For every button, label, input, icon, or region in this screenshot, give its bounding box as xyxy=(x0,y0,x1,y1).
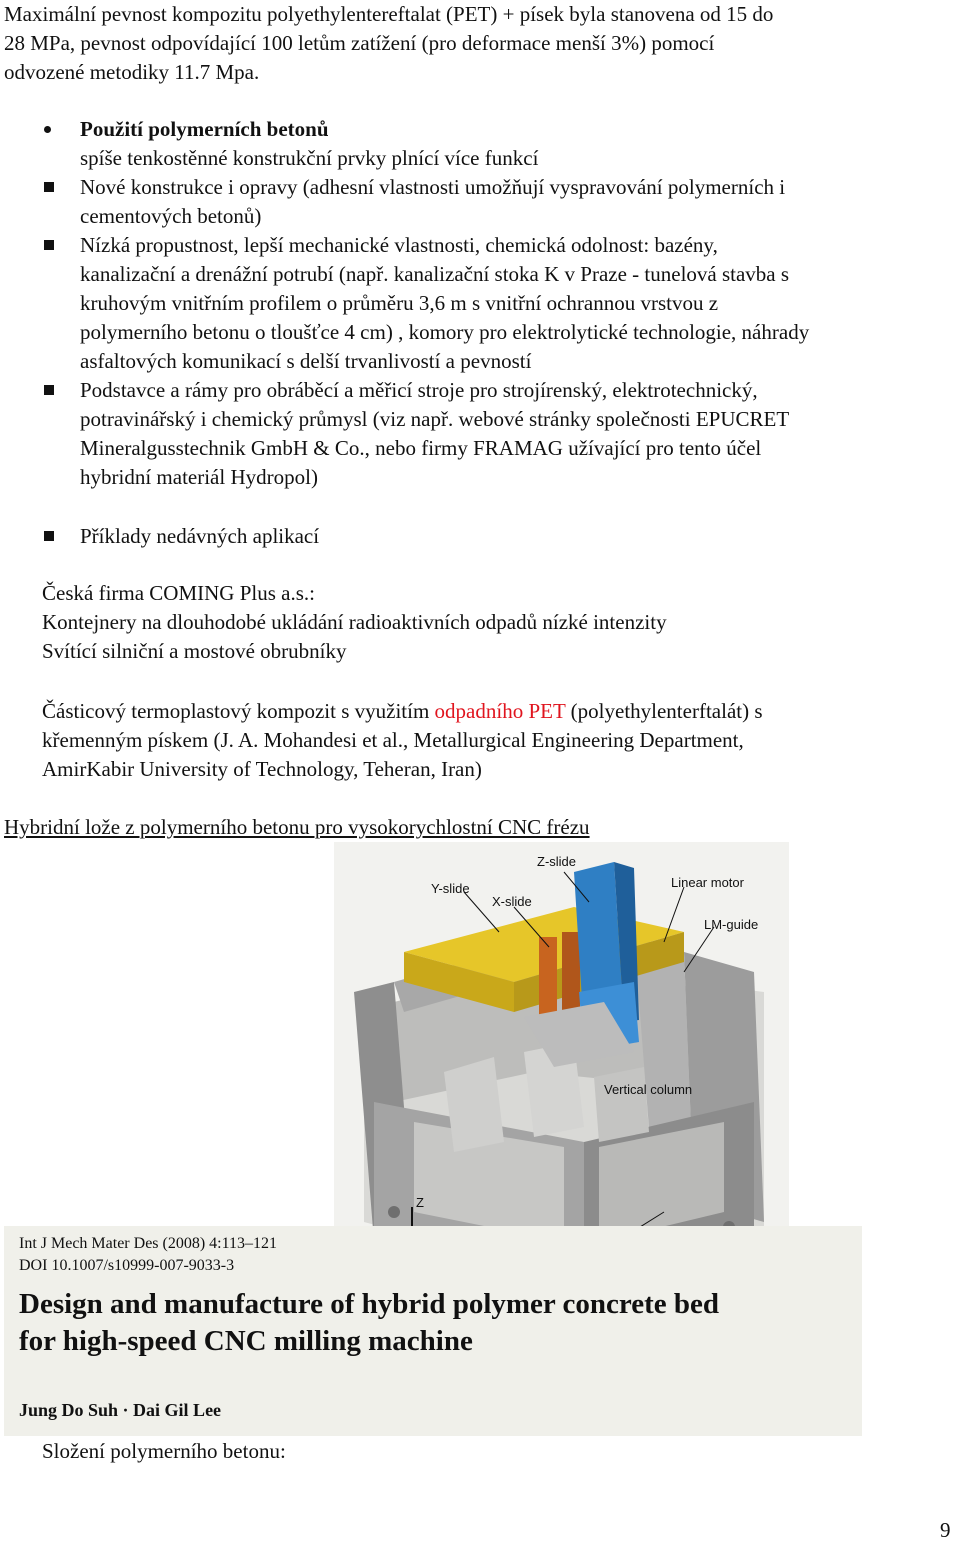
paper-journal: Int J Mech Mater Des (2008) 4:113–121 xyxy=(19,1235,278,1252)
usage-item-3-line-2: potravinářský i chemický průmysl (viz např. webové stránky společnosti EPUCRET xyxy=(80,407,790,431)
pet-composite-line-2: křemenným pískem (J. A. Mohandesi et al., Metallurgical Engineering Department, xyxy=(42,728,744,752)
label-axis-z: Z xyxy=(416,1195,424,1210)
square-bullet-icon xyxy=(44,240,54,250)
paper-title-line-1: Design and manufacture of hybrid polymer concrete bed xyxy=(19,1288,720,1320)
pet-highlight: odpadního PET xyxy=(434,699,566,723)
usage-item-3-line-1: Podstavce a rámy pro obráběcí a měřicí stroje pro strojírenský, elektrotechnický, xyxy=(80,378,758,402)
usage-item-1-line-2: cementových betonů) xyxy=(80,204,262,228)
paper-doi: DOI 10.1007/s10999-007-9033-3 xyxy=(19,1257,235,1274)
label-lm-guide: LM-guide xyxy=(704,917,759,932)
usage-item-2-line-1: Nízká propustnost, lepší mechanické vlastnosti, chemická odolnost: bazény, xyxy=(80,233,718,257)
paper-authors: Jung Do Suh · Dai Gil Lee xyxy=(19,1400,222,1420)
label-vertical-column: Vertical column xyxy=(604,1082,693,1097)
usage-item-4-line-1: Příklady nedávných aplikací xyxy=(80,524,320,548)
usage-item-3-line-4: hybridní materiál Hydropol) xyxy=(80,465,318,489)
usage-item-2-line-2: kanalizační a drenážní potrubí (např. kanalizační stoka K v Praze - tunelová stavba s xyxy=(80,262,790,286)
pet-composite-line-1 xyxy=(42,697,763,726)
pet-after: (polyethylenterftalát) s xyxy=(565,699,763,723)
usage-subheading: spíše tenkostěnné konstrukční prvky plnící více funkcí xyxy=(80,146,539,170)
coming-company: Česká firma COMING Plus a.s.: xyxy=(42,581,315,605)
figure-heading: Hybridní lože z polymerního betonu pro vysokorychlostní CNC frézu xyxy=(4,815,590,839)
pet-before: Částicový termoplastový kompozit s využitím xyxy=(42,699,435,723)
intro-line-3: odvozené metodiky 11.7 Mpa. xyxy=(4,60,260,84)
label-linear-motor: Linear motor xyxy=(671,875,744,890)
page-number: 9 xyxy=(940,1518,951,1542)
paper-title-line-2: for high-speed CNC milling machine xyxy=(19,1325,473,1357)
paper-header xyxy=(4,1226,862,1436)
coming-product-2: Svítící silniční a mostové obrubníky xyxy=(42,639,347,663)
label-x-slide: X-slide xyxy=(492,894,532,909)
label-z-slide: Z-slide xyxy=(537,854,577,869)
coming-product-1: Kontejnery na dlouhodobé ukládání radioaktivních odpadů nízké intenzity xyxy=(42,610,667,634)
square-bullet-icon xyxy=(44,385,54,395)
round-bullet-icon xyxy=(44,126,51,133)
pet-composite-line-3: AmirKabir University of Technology, Teheran, Iran) xyxy=(42,757,482,781)
usage-item-2-line-5: asfaltových komunikací s delší trvanlivostí a pevností xyxy=(80,349,532,373)
square-bullet-icon xyxy=(44,531,54,541)
usage-item-3-line-3: Mineralgusstechnik GmbH & Co., nebo firmy FRAMAG užívající pro tento účel xyxy=(80,436,762,460)
usage-item-2-line-3: kruhovým vnitřním profilem o průměru 3,6 m s vnitřní ochrannou vrstvou z xyxy=(80,291,719,315)
cnc-machine-illustration xyxy=(334,842,789,1287)
intro-line-2: 28 MPa, pevnost odpovídající 100 letům zatížení (pro deformace menší 3%) pomocí xyxy=(4,31,715,55)
usage-heading: Použití polymerních betonů xyxy=(80,117,329,141)
cnc-machine-figure xyxy=(334,842,789,1287)
usage-item-2-line-4: polymerního betonu o tloušťce 4 cm) , komory pro elektrolytické technologie, náhrady xyxy=(80,320,810,344)
label-y-slide: Y-slide xyxy=(431,881,470,896)
square-bullet-icon xyxy=(44,182,54,192)
composition-label: Složení polymerního betonu: xyxy=(42,1439,286,1463)
usage-item-1-line-1: Nové konstrukce i opravy (adhesní vlastnosti umožňují vyspravování polymerních i xyxy=(80,175,786,199)
intro-line-1: Maximální pevnost kompozitu polyethylentereftalat (PET) + písek byla stanovena od 15 do xyxy=(4,2,774,26)
